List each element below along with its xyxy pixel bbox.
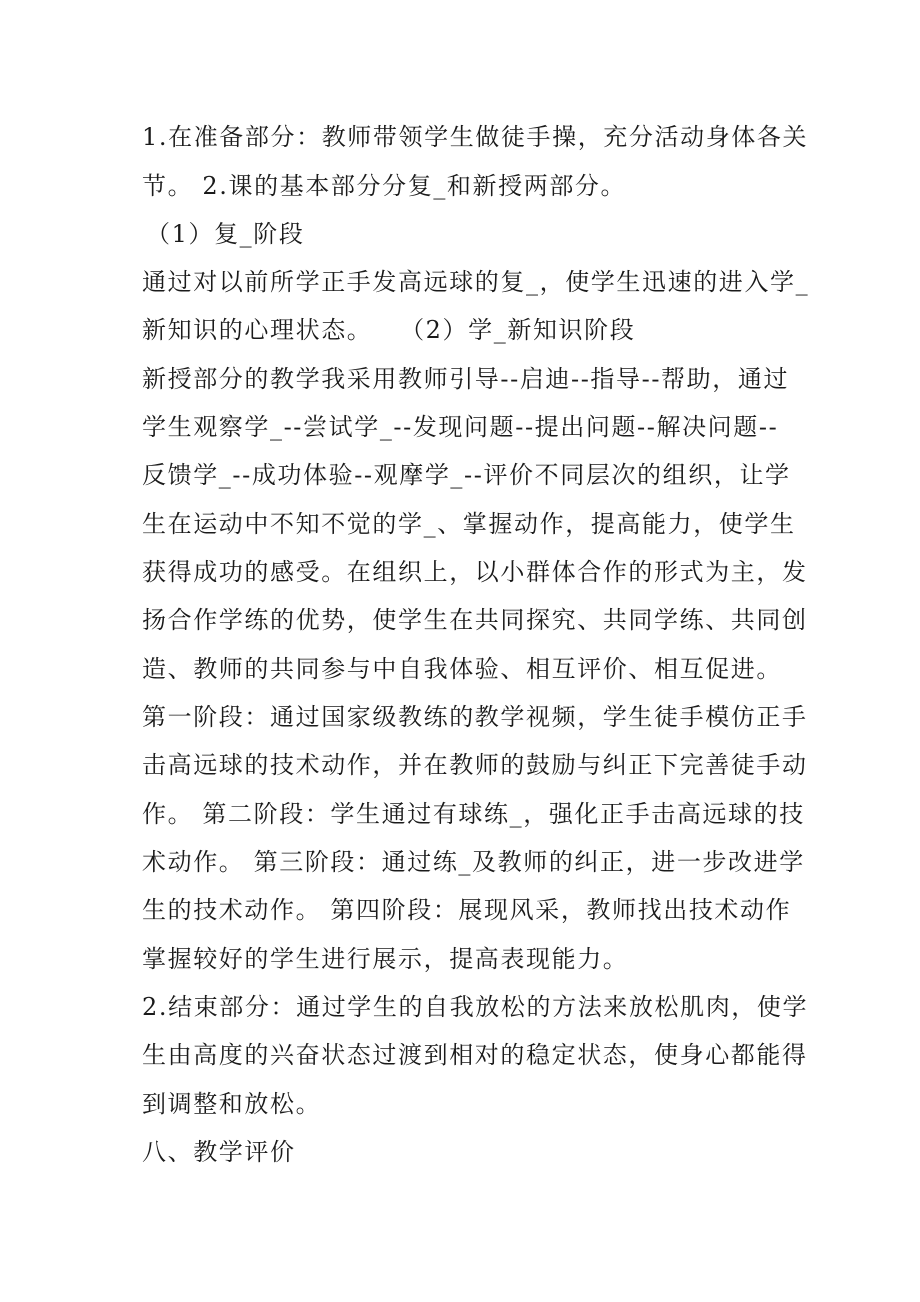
section-heading: 八、教学评价: [142, 1138, 296, 1166]
text-line: 掌握较好的学生进行展示，提高表现能力。: [142, 945, 629, 973]
text-line: 新知识的心理状态。 （2）学_新知识阶段: [142, 316, 636, 344]
text-line: 作。 第二阶段：学生通过有球练_，强化正手击高远球的技: [142, 800, 805, 828]
text-line: 反馈学_--成功体验--观摩学_--评价不同层次的组织，让学: [142, 461, 791, 489]
text-line: 2.结束部分：通过学生的自我放松的方法来放松肌肉，使学: [142, 993, 809, 1021]
text-line: 造、教师的共同参与中自我体验、相互评价、相互促进。: [142, 655, 782, 683]
text-line: 第一阶段：通过国家级教练的教学视频，学生徒手模仿正手: [142, 703, 808, 731]
text-line: 学生观察学_--尝试学_--发现问题--提出问题--解决问题--: [142, 413, 779, 441]
text-line: 1.在准备部分：教师带领学生做徒手操，充分活动身体各关: [142, 123, 809, 151]
text-line: 通过对以前所学正手发高远球的复_，使学生迅速的进入学_: [142, 268, 810, 296]
text-line: 节。 2.课的基本部分分复_和新授两部分。: [142, 172, 627, 200]
text-line: 新授部分的教学我采用教师引导--启迪--指导--帮助，通过: [142, 365, 790, 393]
text-line: 生由高度的兴奋状态过渡到相对的稳定状态，使身心都能得: [142, 1041, 808, 1069]
text-line: 到调整和放松。: [142, 1090, 322, 1118]
text-line: 击高远球的技术动作，并在教师的鼓励与纠正下完善徒手动: [142, 751, 808, 779]
subheading: （1）复_阶段: [146, 220, 305, 248]
text-line: 获得成功的感受。在组织上，以小群体合作的形式为主，发: [142, 558, 808, 586]
text-line: 生在运动中不知不觉的学_、掌握动作，提高能力，使学生: [142, 510, 796, 538]
text-line: 扬合作学练的优势，使学生在共同探究、共同学练、共同创: [142, 606, 808, 634]
text-line: 术动作。 第三阶段：通过练_及教师的纠正，进一步改进学: [142, 848, 805, 876]
text-line: 生的技术动作。 第四阶段：展现风采，教师找出技术动作: [142, 896, 792, 924]
